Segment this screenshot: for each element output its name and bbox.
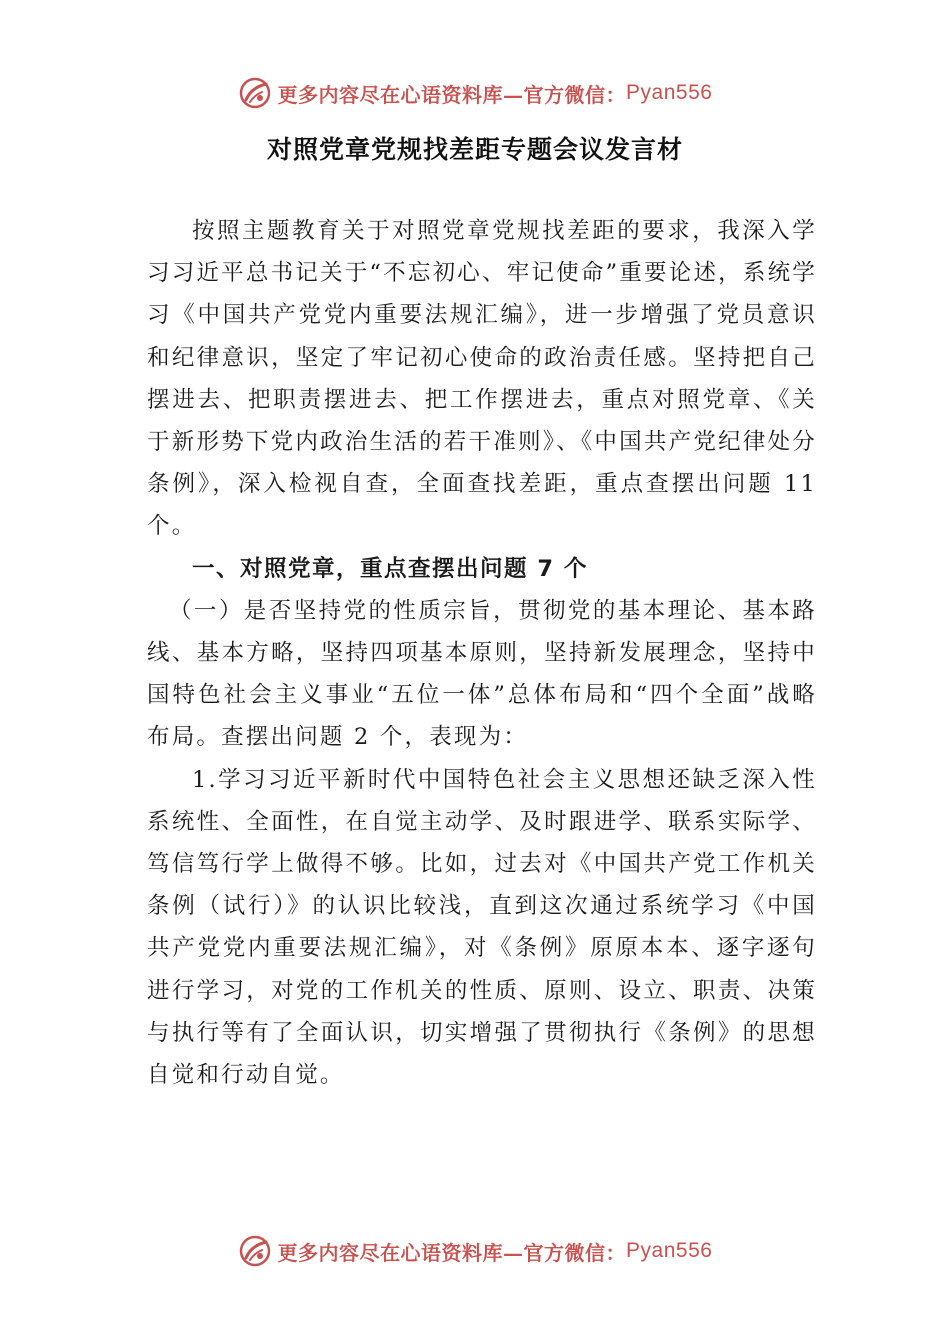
- brand-logo-icon: [238, 1234, 272, 1268]
- watermark-wechat-id: Pyan556: [626, 81, 713, 104]
- document-title: 对照党章党规找差距专题会议发言材: [266, 135, 683, 164]
- watermark-wechat-id: Pyan556: [626, 1239, 713, 1262]
- section-heading-1: 一、对照党章，重点查摆出问题 7 个: [192, 555, 588, 582]
- watermark-text: 更多内容尽在心语资料库—官方微信：: [277, 82, 627, 107]
- subsection-paragraph-1: （一）是否坚持党的性质宗旨，贯彻党的基本理论、基本路线、基本方略，坚持四项基本原则，坚持新发展理念，坚持中国特色社会主义事业“五位一体”总体布局和“四个全面”战略布局。查摆出问题 2 个，表现为：: [147, 597, 817, 751]
- watermark-text: 更多内容尽在心语资料库—官方微信：: [277, 1240, 627, 1265]
- footer-watermark: [0, 1231, 950, 1271]
- brand-logo-icon: [238, 76, 272, 110]
- intro-paragraph: 按照主题教育关于对照党章党规找差距的要求，我深入学习习近平总书记关于“不忘初心、牢记使命”重要论述，系统学习《中国共产党党内重要法规汇编》，进一步增强了党员意识和纪律意识，坚定了牢记初心使命的政治责任感。坚持把自己摆进去、把职责摆进去、把工作摆进去，重点对照党章、《关于新形势下党内政治生活的若干准则》、《中国共产党纪律处分条例》，深入检视自查，全面查找差距，重点查摆出问题 11 个。: [147, 218, 817, 540]
- item-paragraph-1: 1.学习习近平新时代中国特色社会主义思想还缺乏深入性系统性、全面性，在自觉主动学、及时跟进学、联系实际学、笃信笃行学上做得不够。比如，过去对《中国共产党工作机关条例（试行）》的认识比较浅，直到这次通过系统学习《中国共产党党内重要法规汇编》，对《条例》原原本本、逐字逐句进行学习，对党的工作机关的性质、原则、设立、职责、决策与执行等有了全面认识，切实增强了贯彻执行《条例》的思想自觉和行动自觉。: [147, 766, 817, 1089]
- header-watermark: [0, 73, 950, 113]
- document-body: [147, 210, 817, 1096]
